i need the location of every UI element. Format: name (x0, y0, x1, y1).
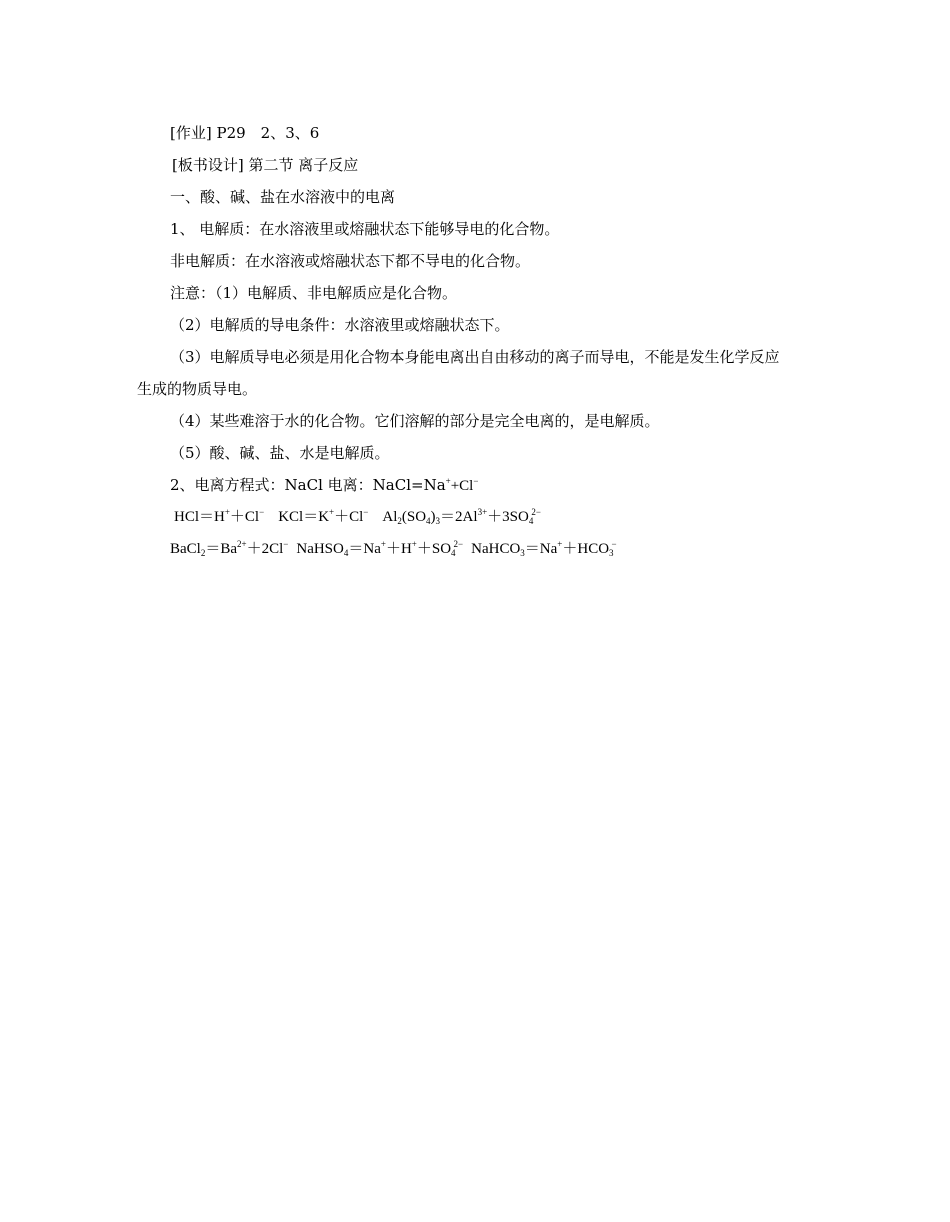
intro-text: 2、电离方程式：NaCl 电离：NaCl=Na (170, 476, 446, 494)
sup-plus: + (411, 539, 417, 549)
ba-part-c: ＋2Cl (246, 541, 284, 557)
al-part-d: ＝2Al (440, 509, 478, 525)
intro-tail: +Cl (450, 478, 474, 494)
nh-part-c: ＋H (385, 541, 412, 557)
sub-2: 2 (397, 516, 402, 526)
hcl-equation (174, 509, 264, 525)
non-electrolyte-definition: 非电解质：在水溶液或熔融状态下都不导电的化合物。 (170, 252, 531, 270)
nh-part-a: NaHSO (296, 541, 344, 557)
nc-part-c: ＋HCO (562, 541, 610, 557)
sub-3: 3 (609, 548, 614, 558)
sub-2: 2 (200, 548, 206, 558)
note-2: （2）电解质的导电条件：水溶液里或熔融状态下。 (170, 316, 510, 334)
sup-minus: − (611, 539, 617, 549)
nc-part-a: NaHCO (471, 541, 521, 557)
sup-3plus: 3+ (477, 507, 488, 517)
nc-part-b: ＝Na (524, 541, 558, 557)
sub-4: 4 (343, 548, 349, 558)
sub-4: 4 (426, 516, 431, 526)
sup-2plus: 2+ (237, 539, 247, 549)
sup-minus: − (259, 507, 265, 517)
sub-4: 4 (451, 548, 456, 558)
note-4: （4）某些难溶于水的化合物。它们溶解的部分是完全电离的，是电解质。 (170, 412, 660, 430)
sup-plus: + (224, 507, 230, 517)
note-1: 注意：（1）电解质、非电解质应是化合物。 (170, 284, 458, 302)
bacl2-equation (170, 541, 288, 557)
al-part-a: Al (382, 509, 398, 525)
board-design-heading: [板书设计] 第二节 离子反应 (172, 156, 359, 174)
sup-minus: − (363, 507, 369, 517)
ba-part-a: BaCl (170, 541, 201, 557)
sup-plus: + (329, 507, 335, 517)
section-heading: 一、酸、碱、盐在水溶液中的电离 (170, 188, 396, 206)
nahco3-equation (471, 541, 617, 557)
ionization-equations-row-2 (174, 507, 541, 527)
al-part-c: ) (430, 509, 436, 525)
note-3-continued: 生成的物质导电。 (137, 380, 258, 398)
hcl-part-b: ＋Cl (229, 509, 260, 525)
ionization-equation-intro (170, 475, 478, 496)
electrolyte-definition: 1、 电解质：在水溶液里或熔融状态下能够导电的化合物。 (170, 220, 560, 238)
sub-3: 3 (520, 548, 525, 558)
ba-part-b: ＝Ba (205, 541, 238, 557)
sub-3: 3 (435, 516, 441, 526)
sup-plus: + (557, 539, 563, 549)
sup-2minus: 2− (531, 507, 541, 517)
hcl-part-a: HCl＝H (174, 509, 225, 525)
nahso4-equation (296, 541, 463, 557)
kcl-part-b: ＋Cl (334, 509, 364, 525)
sup-minus: − (283, 539, 289, 549)
sub-4: 4 (528, 516, 534, 526)
kcl-part-a: KCl＝K (278, 509, 330, 525)
al-part-e: ＋3SO (487, 509, 529, 525)
homework-line: [作业] P29 2、3、6 (170, 124, 320, 142)
sup-minus: − (473, 476, 479, 486)
al2so43-equation (382, 509, 541, 525)
nh-part-b: ＝Na (348, 541, 381, 557)
sup-plus: + (445, 476, 451, 486)
al-part-b: (SO (401, 509, 427, 525)
kcl-equation (278, 509, 368, 525)
note-3: （3）电解质导电必须是用化合物本身能电离出自由移动的离子而导电，不能是发生化学反应 (170, 348, 780, 366)
note-5: （5）酸、碱、盐、水是电解质。 (170, 444, 390, 462)
sup-2minus: 2− (453, 539, 464, 549)
sup-plus: + (380, 539, 386, 549)
nh-part-d: ＋SO (416, 541, 452, 557)
ionization-equations-row-3 (170, 539, 617, 559)
